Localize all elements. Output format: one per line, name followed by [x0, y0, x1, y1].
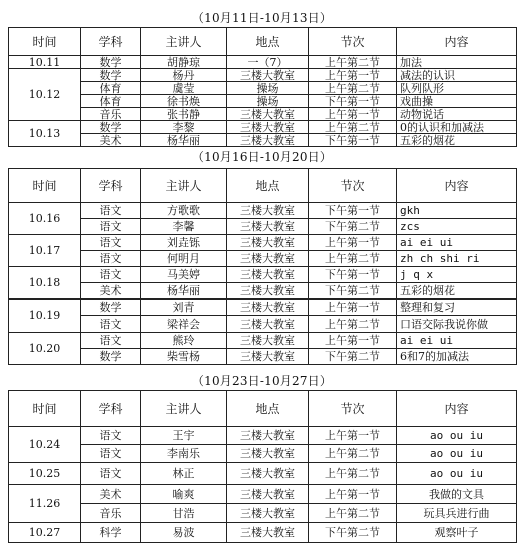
header-location: 地点 [227, 391, 309, 427]
content-cell: 0的认识和加减法 [397, 121, 517, 134]
teacher-cell: 刘垚铄 [141, 235, 227, 251]
content-cell: 五彩的烟花 [397, 283, 517, 299]
period-cell: 上午第一节 [309, 333, 397, 349]
location-cell: 三楼大教室 [227, 349, 309, 365]
period-cell: 上午第一节 [309, 427, 397, 445]
teacher-cell: 梁祥会 [141, 316, 227, 333]
date-cell: 10.16 [9, 203, 81, 235]
table-row [9, 235, 517, 251]
period-cell: 上午第一节 [309, 299, 397, 316]
table-row [9, 82, 517, 95]
content-cell: 玩具兵进行曲 [397, 504, 517, 523]
location-cell: 操场 [227, 82, 309, 95]
teacher-cell: 虞莹 [141, 82, 227, 95]
location-cell: 三楼大教室 [227, 121, 309, 134]
location-cell: 三楼大教室 [227, 427, 309, 445]
content-cell: 加法 [397, 56, 517, 69]
period-cell: 下午第二节 [309, 349, 397, 365]
subject-cell: 语文 [81, 463, 141, 485]
location-cell: 三楼大教室 [227, 316, 309, 333]
subject-cell: 体育 [81, 95, 141, 108]
subject-cell: 数学 [81, 299, 141, 316]
date-cell: 10.19 [9, 299, 81, 333]
schedule-section-1 [8, 11, 516, 147]
period-cell: 上午第二节 [309, 504, 397, 523]
header-period: 节次 [309, 169, 397, 203]
location-cell: 三楼大教室 [227, 267, 309, 283]
content-cell: 观察叶子 [397, 523, 517, 543]
date-cell: 10.11 [9, 56, 81, 69]
content-cell: 队列队形 [397, 82, 517, 95]
teacher-cell: 何明月 [141, 251, 227, 267]
location-cell: 三楼大教室 [227, 69, 309, 82]
header-teacher: 主讲人 [141, 391, 227, 427]
period-cell: 下午第二节 [309, 523, 397, 543]
subject-cell: 音乐 [81, 108, 141, 121]
location-cell: 三楼大教室 [227, 504, 309, 523]
date-cell: 10.12 [9, 69, 81, 121]
table-row [9, 267, 517, 283]
subject-cell: 美术 [81, 283, 141, 299]
period-cell: 上午第一节 [309, 69, 397, 82]
teacher-cell: 方歌歌 [141, 203, 227, 219]
table-row [9, 445, 517, 463]
subject-cell: 数学 [81, 121, 141, 134]
header-teacher: 主讲人 [141, 28, 227, 56]
content-cell: 戏曲操 [397, 95, 517, 108]
content-cell: 口语交际我说你做 [397, 316, 517, 333]
table-row [9, 95, 517, 108]
period-cell: 上午第二节 [309, 56, 397, 69]
teacher-cell: 张书静 [141, 108, 227, 121]
table-row [9, 219, 517, 235]
period-cell: 上午第二节 [309, 445, 397, 463]
header-content: 内容 [397, 169, 517, 203]
subject-cell: 数学 [81, 69, 141, 82]
section-caption: （10月11日-10月13日） [191, 11, 333, 25]
content-cell: ai ei ui [397, 333, 517, 349]
content-cell: zh ch shi ri [397, 251, 517, 267]
period-cell: 上午第二节 [309, 316, 397, 333]
header-period: 节次 [309, 28, 397, 56]
content-cell: ao ou iu [397, 427, 517, 445]
location-cell: 三楼大教室 [227, 463, 309, 485]
period-cell: 下午第一节 [309, 95, 397, 108]
schedule-table [8, 168, 517, 365]
table-row [9, 134, 517, 147]
content-cell: ao ou iu [397, 445, 517, 463]
table-row [9, 485, 517, 504]
content-cell: 减法的认识 [397, 69, 517, 82]
subject-cell: 语文 [81, 333, 141, 349]
header-time: 时间 [9, 169, 81, 203]
table-row [9, 504, 517, 523]
content-cell: 6和7的加减法 [397, 349, 517, 365]
teacher-cell: 王宇 [141, 427, 227, 445]
location-cell: 三楼大教室 [227, 523, 309, 543]
table-row [9, 108, 517, 121]
header-period: 节次 [309, 391, 397, 427]
location-cell: 三楼大教室 [227, 108, 309, 121]
location-cell: 三楼大教室 [227, 203, 309, 219]
subject-cell: 语文 [81, 203, 141, 219]
subject-cell: 科学 [81, 523, 141, 543]
table-row [9, 463, 517, 485]
header-content: 内容 [397, 391, 517, 427]
table-row [9, 251, 517, 267]
content-cell: gkh [397, 203, 517, 219]
header-row [9, 169, 517, 203]
schedule-table [8, 27, 517, 147]
teacher-cell: 马美婷 [141, 267, 227, 283]
header-row [9, 28, 517, 56]
subject-cell: 语文 [81, 267, 141, 283]
subject-cell: 语文 [81, 219, 141, 235]
header-subject: 学科 [81, 169, 141, 203]
header-time: 时间 [9, 391, 81, 427]
period-cell: 上午第二节 [309, 82, 397, 95]
teacher-cell: 喻爽 [141, 485, 227, 504]
table-row [9, 299, 517, 316]
content-cell: ao ou iu [397, 463, 517, 485]
teacher-cell: 熊玲 [141, 333, 227, 349]
location-cell: 三楼大教室 [227, 445, 309, 463]
date-cell: 11.26 [9, 485, 81, 523]
table-row [9, 316, 517, 333]
location-cell: 三楼大教室 [227, 283, 309, 299]
subject-cell: 语文 [81, 316, 141, 333]
location-cell: 一（7） [227, 56, 309, 69]
header-teacher: 主讲人 [141, 169, 227, 203]
period-cell: 上午第一节 [309, 485, 397, 504]
header-time: 时间 [9, 28, 81, 56]
table-row [9, 333, 517, 349]
location-cell: 三楼大教室 [227, 333, 309, 349]
header-location: 地点 [227, 28, 309, 56]
schedule-section-2 [8, 150, 516, 365]
location-cell: 三楼大教室 [227, 299, 309, 316]
subject-cell: 体育 [81, 82, 141, 95]
subject-cell: 美术 [81, 485, 141, 504]
table-row [9, 523, 517, 543]
subject-cell: 语文 [81, 251, 141, 267]
date-cell: 10.20 [9, 333, 81, 365]
header-subject: 学科 [81, 28, 141, 56]
period-cell: 下午第二节 [309, 219, 397, 235]
location-cell: 三楼大教室 [227, 235, 309, 251]
header-content: 内容 [397, 28, 517, 56]
subject-cell: 数学 [81, 56, 141, 69]
subject-cell: 音乐 [81, 504, 141, 523]
content-cell: zcs [397, 219, 517, 235]
content-cell: j q x [397, 267, 517, 283]
table-row [9, 203, 517, 219]
teacher-cell: 柴雪杨 [141, 349, 227, 365]
schedule-section-3 [8, 374, 516, 543]
date-cell: 10.27 [9, 523, 81, 543]
table-row [9, 349, 517, 365]
table-row [9, 69, 517, 82]
period-cell: 上午第二节 [309, 251, 397, 267]
header-row [9, 391, 517, 427]
date-cell: 10.13 [9, 121, 81, 147]
location-cell: 三楼大教室 [227, 134, 309, 147]
header-location: 地点 [227, 169, 309, 203]
period-cell: 下午第一节 [309, 134, 397, 147]
teacher-cell: 胡静琼 [141, 56, 227, 69]
location-cell: 三楼大教室 [227, 485, 309, 504]
teacher-cell: 易波 [141, 523, 227, 543]
date-cell: 10.17 [9, 235, 81, 267]
period-cell: 下午第一节 [309, 203, 397, 219]
teacher-cell: 徐书焕 [141, 95, 227, 108]
date-cell: 10.24 [9, 427, 81, 463]
subject-cell: 数学 [81, 349, 141, 365]
subject-cell: 语文 [81, 445, 141, 463]
teacher-cell: 杨华丽 [141, 134, 227, 147]
content-cell: 动物说话 [397, 108, 517, 121]
subject-cell: 美术 [81, 134, 141, 147]
teacher-cell: 杨丹 [141, 69, 227, 82]
teacher-cell: 林正 [141, 463, 227, 485]
table-row [9, 283, 517, 299]
period-cell: 上午第二节 [309, 463, 397, 485]
date-cell: 10.18 [9, 267, 81, 299]
table-row [9, 121, 517, 134]
teacher-cell: 李南乐 [141, 445, 227, 463]
subject-cell: 语文 [81, 235, 141, 251]
period-cell: 下午第一节 [309, 267, 397, 283]
teacher-cell: 李黎 [141, 121, 227, 134]
teacher-cell: 杨华丽 [141, 283, 227, 299]
teacher-cell: 甘浩 [141, 504, 227, 523]
content-cell: 整理和复习 [397, 299, 517, 316]
period-cell: 上午第一节 [309, 235, 397, 251]
location-cell: 三楼大教室 [227, 219, 309, 235]
date-cell: 10.25 [9, 463, 81, 485]
schedule-table [8, 390, 517, 543]
period-cell: 下午第二节 [309, 283, 397, 299]
period-cell: 上午第二节 [309, 121, 397, 134]
location-cell: 操场 [227, 95, 309, 108]
period-cell: 上午第一节 [309, 108, 397, 121]
location-cell: 三楼大教室 [227, 251, 309, 267]
header-subject: 学科 [81, 391, 141, 427]
table-row [9, 427, 517, 445]
table-row [9, 56, 517, 69]
section-caption: （10月16日-10月20日） [191, 150, 333, 164]
section-caption: （10月23日-10月27日） [191, 374, 333, 388]
teacher-cell: 李馨 [141, 219, 227, 235]
subject-cell: 语文 [81, 427, 141, 445]
content-cell: ai ei ui [397, 235, 517, 251]
content-cell: 我做的文具 [397, 485, 517, 504]
content-cell: 五彩的烟花 [397, 134, 517, 147]
teacher-cell: 刘青 [141, 299, 227, 316]
